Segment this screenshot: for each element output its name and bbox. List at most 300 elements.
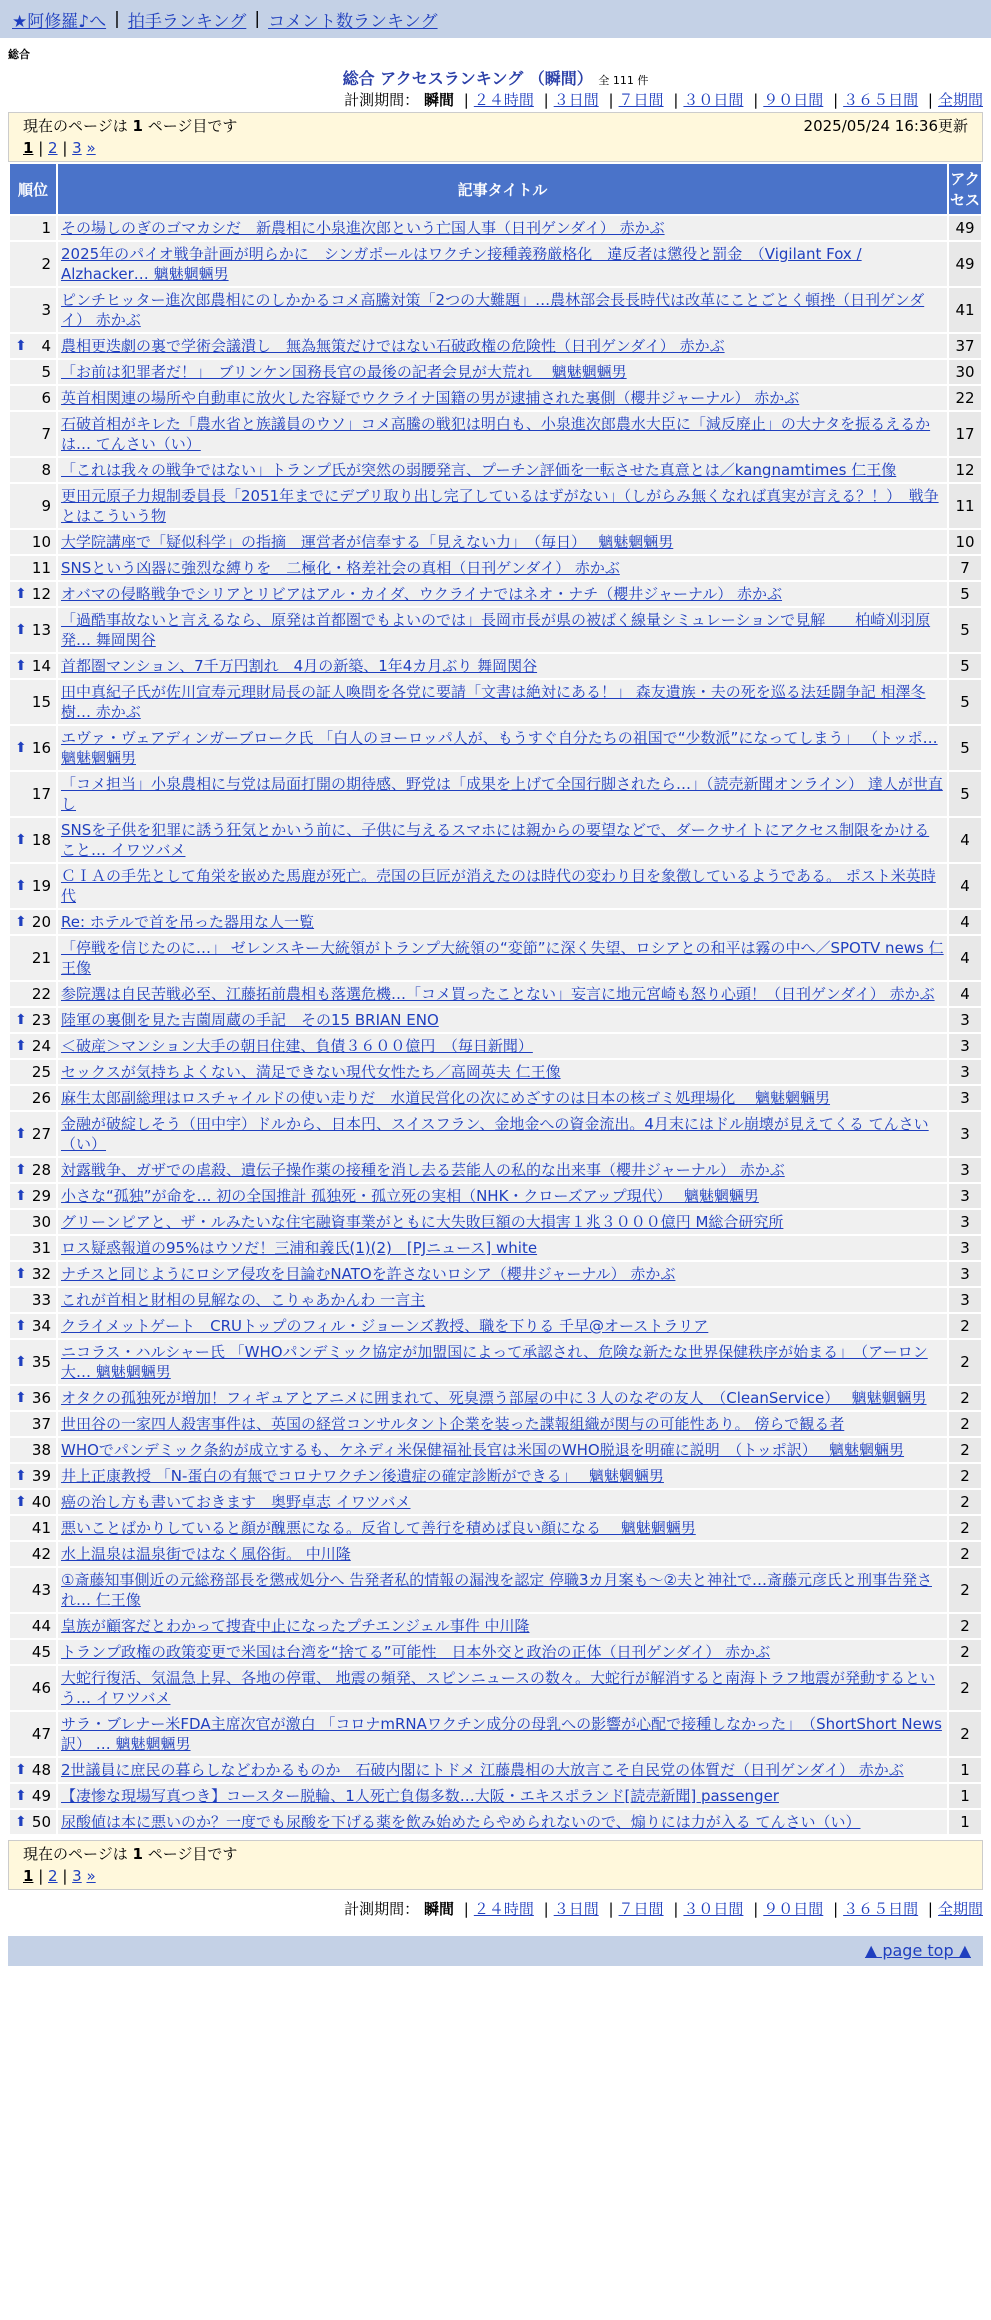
rank-cell — [10, 864, 56, 908]
article-link[interactable]: 麻生太郎副総理はロスチャイルドの使い走りだ 水道民営化の次にめざすのは日本の核ゴミ処理場化 魑魅魍魎男 — [61, 1089, 831, 1107]
article-link[interactable]: 「停戦を信じたのに…」 ゼレンスキー大統領がトランプ大統領の“変節”に深く失望、ロシアとの和平は霧の中へ／SPOTV news 仁王像 — [61, 939, 944, 977]
rank-number: 24 — [31, 1037, 51, 1055]
rank-cell — [10, 1810, 56, 1834]
title-cell — [58, 360, 947, 384]
rank-up-icon: ⬆ — [15, 740, 27, 756]
period-link[interactable]: ３日間 — [553, 91, 599, 109]
rank-number: 32 — [31, 1265, 51, 1283]
access-count: 5 — [949, 608, 981, 652]
rank-number: 19 — [31, 877, 51, 895]
title-cell — [58, 1438, 947, 1462]
article-link[interactable]: これが首相と財相の見解なの、こりゃあかんわ 一言主 — [61, 1291, 426, 1309]
rank-up-icon: ⬆ — [15, 1494, 27, 1510]
article-link[interactable]: 「お前は犯罪者だ！」 ブリンケン国務長官の最後の記者会見が大荒れ 魑魅魍魎男 — [61, 363, 627, 381]
article-link[interactable]: ＣＩＡの手先として角栄を嵌めた馬鹿が死亡。売国の巨匠が消えたのは時代の変わり目を象徴しているようである。 ポスト米英時代 — [61, 867, 936, 905]
rank-number: 4 — [41, 337, 51, 355]
page-current: 1 — [23, 139, 34, 157]
rank-cell — [10, 1412, 56, 1436]
title-cell — [58, 1314, 947, 1338]
table-row — [10, 1112, 981, 1156]
title-cell — [58, 242, 947, 286]
rank-cell — [10, 1758, 56, 1782]
rank-number: 1 — [41, 219, 51, 237]
table-row — [10, 772, 981, 816]
title-cell — [58, 1810, 947, 1834]
table-row — [10, 726, 981, 770]
table-row — [10, 1784, 981, 1808]
access-count: 4 — [949, 818, 981, 862]
rank-cell — [10, 910, 56, 934]
access-count: 4 — [949, 982, 981, 1006]
article-link[interactable]: セックスが気持ちよくない、満足できない現代女性たち／高岡英夫 仁王像 — [61, 1063, 561, 1081]
article-link[interactable]: 小さな“孤独”が命を… 初の全国推計 孤独死・孤立死の実相（NHK・クローズアップ現代） 魑魅魍魎男 — [61, 1187, 759, 1205]
rank-cell — [10, 556, 56, 580]
rank-number: 12 — [31, 585, 51, 603]
top-nav: ★阿修羅♪へ | 拍手ランキング | コメント数ランキング — [0, 0, 991, 38]
article-link[interactable]: 参院選は自民苦戦必至、江藤拓前農相も落選危機…「コメ買ったことない」妄言に地元宮崎も怒り心頭！（日刊ゲンダイ） 赤かぶ — [61, 985, 935, 1003]
title-cell — [58, 1262, 947, 1286]
table-row — [10, 818, 981, 862]
table-row — [10, 1210, 981, 1234]
period-link[interactable]: ９０日間 — [763, 1900, 824, 1918]
title-cell — [58, 1184, 947, 1208]
access-count: 22 — [949, 386, 981, 410]
title-cell — [58, 484, 947, 528]
rank-number: 21 — [31, 949, 51, 967]
rank-cell — [10, 1784, 56, 1808]
access-count: 3 — [949, 1288, 981, 1312]
rank-up-icon: ⬆ — [15, 1814, 27, 1830]
nav-link-clap-ranking[interactable]: 拍手ランキング — [127, 11, 247, 32]
table-row — [10, 288, 981, 332]
rank-number: 46 — [31, 1679, 51, 1697]
table-row — [10, 654, 981, 678]
article-link[interactable]: 井上正康教授 「N-蛋白の有無でコロナワクチン後遺症の確定診断ができる」 魑魅魍魎男 — [61, 1467, 664, 1485]
rank-number: 14 — [31, 657, 51, 675]
access-count: 2 — [949, 1464, 981, 1488]
period-link[interactable]: 全期間 — [937, 1900, 983, 1918]
article-link[interactable]: 更田元原子力規制委員長「2051年までにデブリ取り出し完了しているはずがない」（しがらみ無くなれば真実が言える？！） 戦争とはこういう物 — [61, 487, 939, 525]
article-link[interactable]: 水上温泉は温泉街ではなく風俗街。 中川隆 — [61, 1545, 351, 1563]
access-count: 2 — [949, 1516, 981, 1540]
table-row — [10, 1008, 981, 1032]
ranking-title-line — [0, 66, 991, 88]
table-row — [10, 1438, 981, 1462]
header-title: 記事タイトル — [58, 164, 947, 214]
access-count: 4 — [949, 864, 981, 908]
title-cell — [58, 1712, 947, 1756]
title-cell — [58, 1758, 947, 1782]
pagination: 1 | 2 | 3 » — [23, 139, 96, 157]
article-link[interactable]: エヴァ・ヴェアディンガーブローク氏 「白人のヨーロッパ人が、もうすぐ自分たちの祖国で“少数派”になってしまう」 （トッポ… 魑魅魍魎男 — [61, 729, 938, 767]
article-link[interactable]: 「コメ担当」小泉農相に与党は局面打開の期待感、野党は「成果を上げて全国行脚されたら…」（読売新聞オンライン） 達人が世直し — [61, 775, 943, 813]
rank-number: 6 — [41, 389, 51, 407]
title-cell — [58, 680, 947, 724]
article-link[interactable]: 大学院講座で「疑似科学」の指摘 運営者が信奉する「見えない力」 （毎日） 魑魅魍魎男 — [61, 533, 674, 551]
title-cell — [58, 556, 947, 580]
updated-time: 2025/05/24 16:36更新 — [803, 117, 968, 135]
rank-number: 25 — [31, 1063, 51, 1081]
title-cell — [58, 1386, 947, 1410]
title-cell — [58, 1008, 947, 1032]
rank-number: 37 — [31, 1415, 51, 1433]
article-link[interactable]: 首都圏マンション、7千万円割れ 4月の新築、1年4カ月ぶり 舞岡関谷 — [61, 657, 538, 675]
table-row — [10, 608, 981, 652]
rank-cell — [10, 1008, 56, 1032]
access-count: 2 — [949, 1438, 981, 1462]
title-cell — [58, 608, 947, 652]
article-link[interactable]: ナチスと同じようにロシア侵攻を目論むNATOを許さないロシア（櫻井ジャーナル） 赤かぶ — [61, 1265, 676, 1283]
rank-cell — [10, 726, 56, 770]
article-link[interactable]: 農相更迭劇の裏で学術会議潰し 無為無策だけではない石破政権の危険性（日刊ゲンダイ） 赤かぶ — [61, 337, 725, 355]
rank-number: 34 — [31, 1317, 51, 1335]
access-count: 2 — [949, 1340, 981, 1384]
ranking-table — [8, 162, 983, 1836]
article-link[interactable]: オバマの侵略戦争でシリアとリビアはアル・カイダ、ウクライナではネオ・ナチ（櫻井ジャーナル） 赤かぶ — [61, 585, 783, 603]
title-cell — [58, 982, 947, 1006]
table-row — [10, 1712, 981, 1756]
table-row — [10, 1666, 981, 1710]
access-count: 5 — [949, 772, 981, 816]
access-count: 3 — [949, 1158, 981, 1182]
rank-cell — [10, 360, 56, 384]
page-link[interactable]: 3 — [72, 1867, 82, 1885]
article-link[interactable]: 対露戦争、ガザでの虐殺、遺伝子操作薬の接種を消し去る芸能人の私的な出来事（櫻井ジャーナル） 赤かぶ — [61, 1161, 785, 1179]
period-link[interactable]: ７日間 — [618, 1900, 664, 1918]
access-count: 3 — [949, 1236, 981, 1260]
rank-number: 23 — [31, 1011, 51, 1029]
rank-number: 26 — [31, 1089, 51, 1107]
access-count: 2 — [949, 1614, 981, 1638]
rank-cell — [10, 1516, 56, 1540]
access-count: 3 — [949, 1034, 981, 1058]
rank-up-icon: ⬆ — [15, 1188, 27, 1204]
access-count: 4 — [949, 910, 981, 934]
rank-cell — [10, 530, 56, 554]
section-label: 総合 — [8, 48, 30, 61]
title-cell — [58, 216, 947, 240]
article-link[interactable]: オタクの孤独死が増加！フィギュアとアニメに囲まれて、死臭漂う部屋の中に３人のなぞの友人 （CleanService） 魑魅魍魎男 — [61, 1389, 927, 1407]
next-page-link[interactable]: » — [86, 139, 96, 157]
ranking-title: 総合 アクセスランキング （瞬間） — [342, 69, 593, 88]
rank-cell — [10, 1288, 56, 1312]
period-link[interactable]: 全期間 — [937, 91, 983, 109]
article-link[interactable]: 【凄惨な現場写真つき】コースター脱輪、1人死亡負傷多数…大阪・エキスポランド[読売新聞] passenger — [61, 1787, 779, 1805]
access-count: 2 — [949, 1640, 981, 1664]
rank-number: 35 — [31, 1353, 51, 1371]
table-row — [10, 982, 981, 1006]
title-cell — [58, 1516, 947, 1540]
table-row — [10, 1158, 981, 1182]
access-count: 2 — [949, 1386, 981, 1410]
access-count: 3 — [949, 1086, 981, 1110]
rank-cell — [10, 1464, 56, 1488]
rank-number: 49 — [31, 1787, 51, 1805]
article-link[interactable]: 尿酸値は本に悪いのか？一度でも尿酸を下げる薬を飲み始めたらやめられないので、煽りには力が入る てんさい（い） — [61, 1813, 861, 1831]
rank-number: 42 — [31, 1545, 51, 1563]
rank-up-icon: ⬆ — [15, 338, 27, 354]
article-link[interactable]: Re: ホテルで首を吊った器用な人一覧 — [61, 913, 315, 931]
header-access: アクセス — [949, 164, 981, 214]
rank-number: 8 — [41, 461, 51, 479]
rank-cell — [10, 582, 56, 606]
article-link[interactable]: WHOでパンデミック条約が成立するも、ケネディ米保健福祉長官は米国のWHO脱退を明確に説明 （トッポ訳） 魑魅魍魎男 — [61, 1441, 905, 1459]
rank-cell — [10, 1314, 56, 1338]
period-link[interactable]: ７日間 — [618, 91, 664, 109]
access-count: 3 — [949, 1262, 981, 1286]
table-row — [10, 1060, 981, 1084]
rank-cell — [10, 242, 56, 286]
title-cell — [58, 334, 947, 358]
rank-cell — [10, 936, 56, 980]
access-count: 11 — [949, 484, 981, 528]
article-link[interactable]: SNSを子供を犯罪に誘う狂気とかいう前に、子供に与えるスマホには親からの要望などで、ダークサイトにアクセス制限をかけること… イワツバメ — [61, 821, 930, 859]
title-cell — [58, 1288, 947, 1312]
rank-number: 20 — [31, 913, 51, 931]
rank-cell — [10, 1568, 56, 1612]
rank-cell — [10, 654, 56, 678]
table-row — [10, 1640, 981, 1664]
title-cell — [58, 864, 947, 908]
rank-cell — [10, 1614, 56, 1638]
table-row — [10, 680, 981, 724]
access-count: 49 — [949, 216, 981, 240]
rank-cell — [10, 288, 56, 332]
table-row — [10, 582, 981, 606]
rank-up-icon: ⬆ — [15, 914, 27, 930]
rank-up-icon: ⬆ — [15, 1126, 27, 1142]
table-row — [10, 1758, 981, 1782]
access-count: 3 — [949, 1210, 981, 1234]
page-link[interactable]: 2 — [48, 1867, 58, 1885]
table-row — [10, 1184, 981, 1208]
access-count: 3 — [949, 1184, 981, 1208]
table-row — [10, 864, 981, 908]
rank-cell — [10, 1712, 56, 1756]
period-link[interactable]: ９０日間 — [763, 91, 824, 109]
title-cell — [58, 386, 947, 410]
title-cell — [58, 1614, 947, 1638]
table-row — [10, 1386, 981, 1410]
article-link[interactable]: 陸軍の裏側を見た吉薗周蔵の手記 その15 BRIAN ENO — [61, 1011, 439, 1029]
title-cell — [58, 1210, 947, 1234]
rank-cell — [10, 1438, 56, 1462]
article-link[interactable]: 田中真紀子氏が佐川宣寿元理財局長の証人喚問を各党に要請「文書は絶対にある！」 森友遺族・夫の死を巡る法廷闘争記 相澤冬樹… 赤かぶ — [61, 683, 926, 721]
rank-up-icon: ⬆ — [15, 878, 27, 894]
period-nav-bottom: 計測期間： 瞬間 | ２４時間 | ３日間 | ７日間 | ３０日間 | ９０日間 | ３６５日間 | 全期間 — [344, 1900, 983, 1918]
article-link[interactable]: 「過酷事故ないと言えるなら、原発は首都圏でもよいのでは」長岡市長が県の被ばく線量シミュレーションで見解 柏崎刈羽原発… 舞岡関谷 — [61, 611, 931, 649]
table-row — [10, 1262, 981, 1286]
period-link[interactable]: ３０日間 — [683, 1900, 744, 1918]
period-link[interactable]: ３６５日間 — [843, 1900, 919, 1918]
title-cell — [58, 458, 947, 482]
table-row — [10, 1034, 981, 1058]
access-count: 3 — [949, 1008, 981, 1032]
rank-up-icon: ⬆ — [15, 622, 27, 638]
rank-cell — [10, 1112, 56, 1156]
rank-cell — [10, 1262, 56, 1286]
access-count: 12 — [949, 458, 981, 482]
rank-cell — [10, 772, 56, 816]
title-cell — [58, 1784, 947, 1808]
access-count: 4 — [949, 936, 981, 980]
rank-cell — [10, 1640, 56, 1664]
rank-number: 31 — [31, 1239, 51, 1257]
article-link[interactable]: クライメットゲート CRUトップのフィル・ジョーンズ教授、職を下りる 千早@オーストラリア — [61, 1317, 709, 1335]
period-link[interactable]: ３日間 — [553, 1900, 599, 1918]
access-count: 2 — [949, 1712, 981, 1756]
title-cell — [58, 1236, 947, 1260]
rank-number: 38 — [31, 1441, 51, 1459]
period-link[interactable]: ３６５日間 — [843, 91, 919, 109]
access-count: 5 — [949, 726, 981, 770]
rank-cell — [10, 680, 56, 724]
rank-up-icon: ⬆ — [15, 1788, 27, 1804]
title-cell — [58, 1666, 947, 1710]
period-current: 瞬間 — [423, 91, 454, 109]
table-row — [10, 1288, 981, 1312]
rank-number: 10 — [31, 533, 51, 551]
title-cell — [58, 772, 947, 816]
rank-cell — [10, 334, 56, 358]
rank-cell — [10, 1542, 56, 1566]
next-page-link[interactable]: » — [86, 1867, 96, 1885]
access-count: 5 — [949, 654, 981, 678]
rank-up-icon: ⬆ — [15, 1162, 27, 1178]
rank-cell — [10, 1340, 56, 1384]
rank-number: 27 — [31, 1125, 51, 1143]
rank-up-icon: ⬆ — [15, 1390, 27, 1406]
title-cell — [58, 936, 947, 980]
nav-link-comment-ranking[interactable]: コメント数ランキング — [268, 11, 438, 32]
article-link[interactable]: 皇族が顧客だとわかって捜査中止になったプチエンジェル事件 中川隆 — [61, 1617, 530, 1635]
table-row — [10, 1542, 981, 1566]
title-cell — [58, 1412, 947, 1436]
access-count: 3 — [949, 1060, 981, 1084]
article-link[interactable]: トランプ政権の政策変更で米国は台湾を“捨てる”可能性 日本外交と政治の正体（日刊ゲンダイ） 赤かぶ — [61, 1643, 771, 1661]
article-link[interactable]: 悪いことばかりしていると顔が醜悪になる。反省して善行を積めば良い顔になる 魑魅魍魎男 — [61, 1519, 696, 1537]
page-info-bottom: 現在のページは 1 ページ目です 1 | 2 | 3 » — [8, 1840, 983, 1890]
page-current: 1 — [23, 1867, 34, 1885]
rank-cell — [10, 1060, 56, 1084]
table-row — [10, 412, 981, 456]
article-link[interactable]: その場しのぎのゴマカシだ 新農相に小泉進次郎という亡国人事（日刊ゲンダイ） 赤かぶ — [61, 219, 665, 237]
rank-cell — [10, 1236, 56, 1260]
table-row — [10, 242, 981, 286]
table-row — [10, 1464, 981, 1488]
rank-cell — [10, 484, 56, 528]
nav-link-asyura[interactable]: ★阿修羅♪へ — [12, 11, 107, 32]
footer-bar — [8, 1936, 983, 1966]
rank-cell — [10, 386, 56, 410]
article-link[interactable]: ＜破産＞マンション大手の朝日住建、負債３６００億円 （毎日新聞） — [61, 1037, 533, 1055]
access-count: 2 — [949, 1412, 981, 1436]
rank-number: 17 — [31, 785, 51, 803]
title-cell — [58, 818, 947, 862]
rank-up-icon: ⬆ — [15, 1354, 27, 1370]
table-row — [10, 386, 981, 410]
article-link[interactable]: サラ・ブレナー米FDA主席次官が激白 「コロナmRNAワクチン成分の母乳への影響が心配で接種しなかった」 （ShortShort News訳） … 魑魅魍魎男 — [61, 1715, 942, 1753]
access-count: 2 — [949, 1314, 981, 1338]
title-cell — [58, 1034, 947, 1058]
table-row — [10, 1516, 981, 1540]
rank-number: 47 — [31, 1725, 51, 1743]
table-row — [10, 458, 981, 482]
article-link[interactable]: 癌の治し方も書いておきます 奥野卓志 イワツバメ — [61, 1493, 411, 1511]
article-link[interactable]: 石破首相がキレた「農水省と族議員のウソ」コメ高騰の戦犯は明白も、小泉進次郎農水大臣に「減反廃止」の大ナタを振るえるかは… てんさい（い） — [61, 415, 931, 453]
title-cell — [58, 1340, 947, 1384]
rank-cell — [10, 982, 56, 1006]
rank-cell — [10, 1086, 56, 1110]
rank-cell — [10, 608, 56, 652]
table-row — [10, 910, 981, 934]
article-link[interactable]: 英首相関連の場所や自動車に放火した容疑でウクライナ国籍の男が逮捕された裏側（櫻井ジャーナル） 赤かぶ — [61, 389, 800, 407]
title-cell — [58, 582, 947, 606]
title-cell — [58, 1086, 947, 1110]
rank-up-icon: ⬆ — [15, 1038, 27, 1054]
article-link[interactable]: ①斎藤知事側近の元総務部長を懲戒処分へ 告発者私的情報の漏洩を認定 停職3カ月案も～②夫と神社で…斎藤元彦氏と刑事告発され… 仁王像 — [61, 1571, 932, 1609]
rank-number: 44 — [31, 1617, 51, 1635]
article-link[interactable]: ニコラス・ハルシャー氏 「WHOパンデミック協定が加盟国によって承認され、危険な新たな世界保健秩序が始まる」 （アーロン大… 魑魅魍魎男 — [61, 1343, 928, 1381]
rank-number: 7 — [41, 425, 51, 443]
title-cell — [58, 1158, 947, 1182]
table-row — [10, 334, 981, 358]
rank-number: 39 — [31, 1467, 51, 1485]
period-link[interactable]: ２４時間 — [473, 91, 534, 109]
rank-number: 29 — [31, 1187, 51, 1205]
title-cell — [58, 530, 947, 554]
article-link[interactable]: 2世議員に庶民の暮らしなどわかるものか 石破内閣にトドメ 江藤農相の大放言こそ自民党の体質だ（日刊ゲンダイ） 赤かぶ — [61, 1761, 904, 1779]
article-link[interactable]: 金融が破綻しそう（田中宇）ドルから、日本円、スイスフラン、金地金への資金流出。4月末にはドル崩壊が見えてくる てんさい（い） — [61, 1115, 929, 1153]
article-link[interactable]: 大蛇行復活、気温急上昇、各地の停電、 地震の頻発、スピンニュースの数々。大蛇行が解消すると南海トラフ地震が発動するという… イワツバメ — [61, 1669, 936, 1707]
article-link[interactable]: ロス疑惑報道の95%はウソだ！三浦和義氏(1)(2) [PJニュース] white — [61, 1239, 538, 1257]
rank-number: 43 — [31, 1581, 51, 1599]
article-link[interactable]: 「これは我々の戦争ではない」トランプ氏が突然の弱腰発言、プーチン評価を一転させた真意とは／kangnamtimes 仁王像 — [61, 461, 897, 479]
access-count: 3 — [949, 1112, 981, 1156]
rank-number: 16 — [31, 739, 51, 757]
access-count: 2 — [949, 1568, 981, 1612]
rank-up-icon: ⬆ — [15, 1468, 27, 1484]
header-rank: 順位 — [10, 164, 56, 214]
period-link[interactable]: ２４時間 — [473, 1900, 534, 1918]
page-top-link[interactable]: ▲ page top ▲ — [864, 1941, 971, 1960]
rank-cell — [10, 1210, 56, 1234]
page-link[interactable]: 2 — [48, 139, 58, 157]
rank-number: 13 — [31, 621, 51, 639]
table-row — [10, 1810, 981, 1834]
rank-number: 22 — [31, 985, 51, 1003]
period-link[interactable]: ３０日間 — [683, 91, 744, 109]
title-cell — [58, 412, 947, 456]
rank-cell — [10, 1184, 56, 1208]
page-link[interactable]: 3 — [72, 139, 82, 157]
table-row — [10, 1340, 981, 1384]
title-cell — [58, 1112, 947, 1156]
access-count: 2 — [949, 1490, 981, 1514]
access-count: 7 — [949, 556, 981, 580]
rank-number: 30 — [31, 1213, 51, 1231]
article-link[interactable]: 2025年のパイオ戦争計画が明らかに シンガポールはワクチン接種義務厳格化 違反者は懲役と罰金 （Vigilant Fox / Alzhacker… 魑魅魍魎男 — [61, 245, 862, 283]
article-link[interactable]: グリーンピアと、ザ・ルみたいな住宅融資事業がともに大失敗巨額の大損害１兆３０００億円 M総合研究所 — [61, 1213, 784, 1231]
title-cell — [58, 1490, 947, 1514]
article-link[interactable]: SNSという凶器に強烈な縛りを 二極化・格差社会の真相（日刊ゲンダイ） 赤かぶ — [61, 559, 620, 577]
article-link[interactable]: 世田谷の一家四人殺害事件は、英国の経営コンサルタント企業を装った諜報組織が関与の可能性あり。 傍らで観る者 — [61, 1415, 845, 1433]
rank-number: 48 — [31, 1761, 51, 1779]
article-link[interactable]: ピンチヒッター進次郎農相にのしかかるコメ高騰対策「2つの大難題」…農林部会長長時代は改革にことごとく頓挫（日刊ゲンダイ） 赤かぶ — [61, 291, 925, 329]
access-count: 5 — [949, 582, 981, 606]
page-info-top: 現在のページは 1 ページ目です 2025/05/24 16:36更新 1 | 2 | 3 » — [8, 112, 983, 162]
rank-number: 41 — [31, 1519, 51, 1537]
